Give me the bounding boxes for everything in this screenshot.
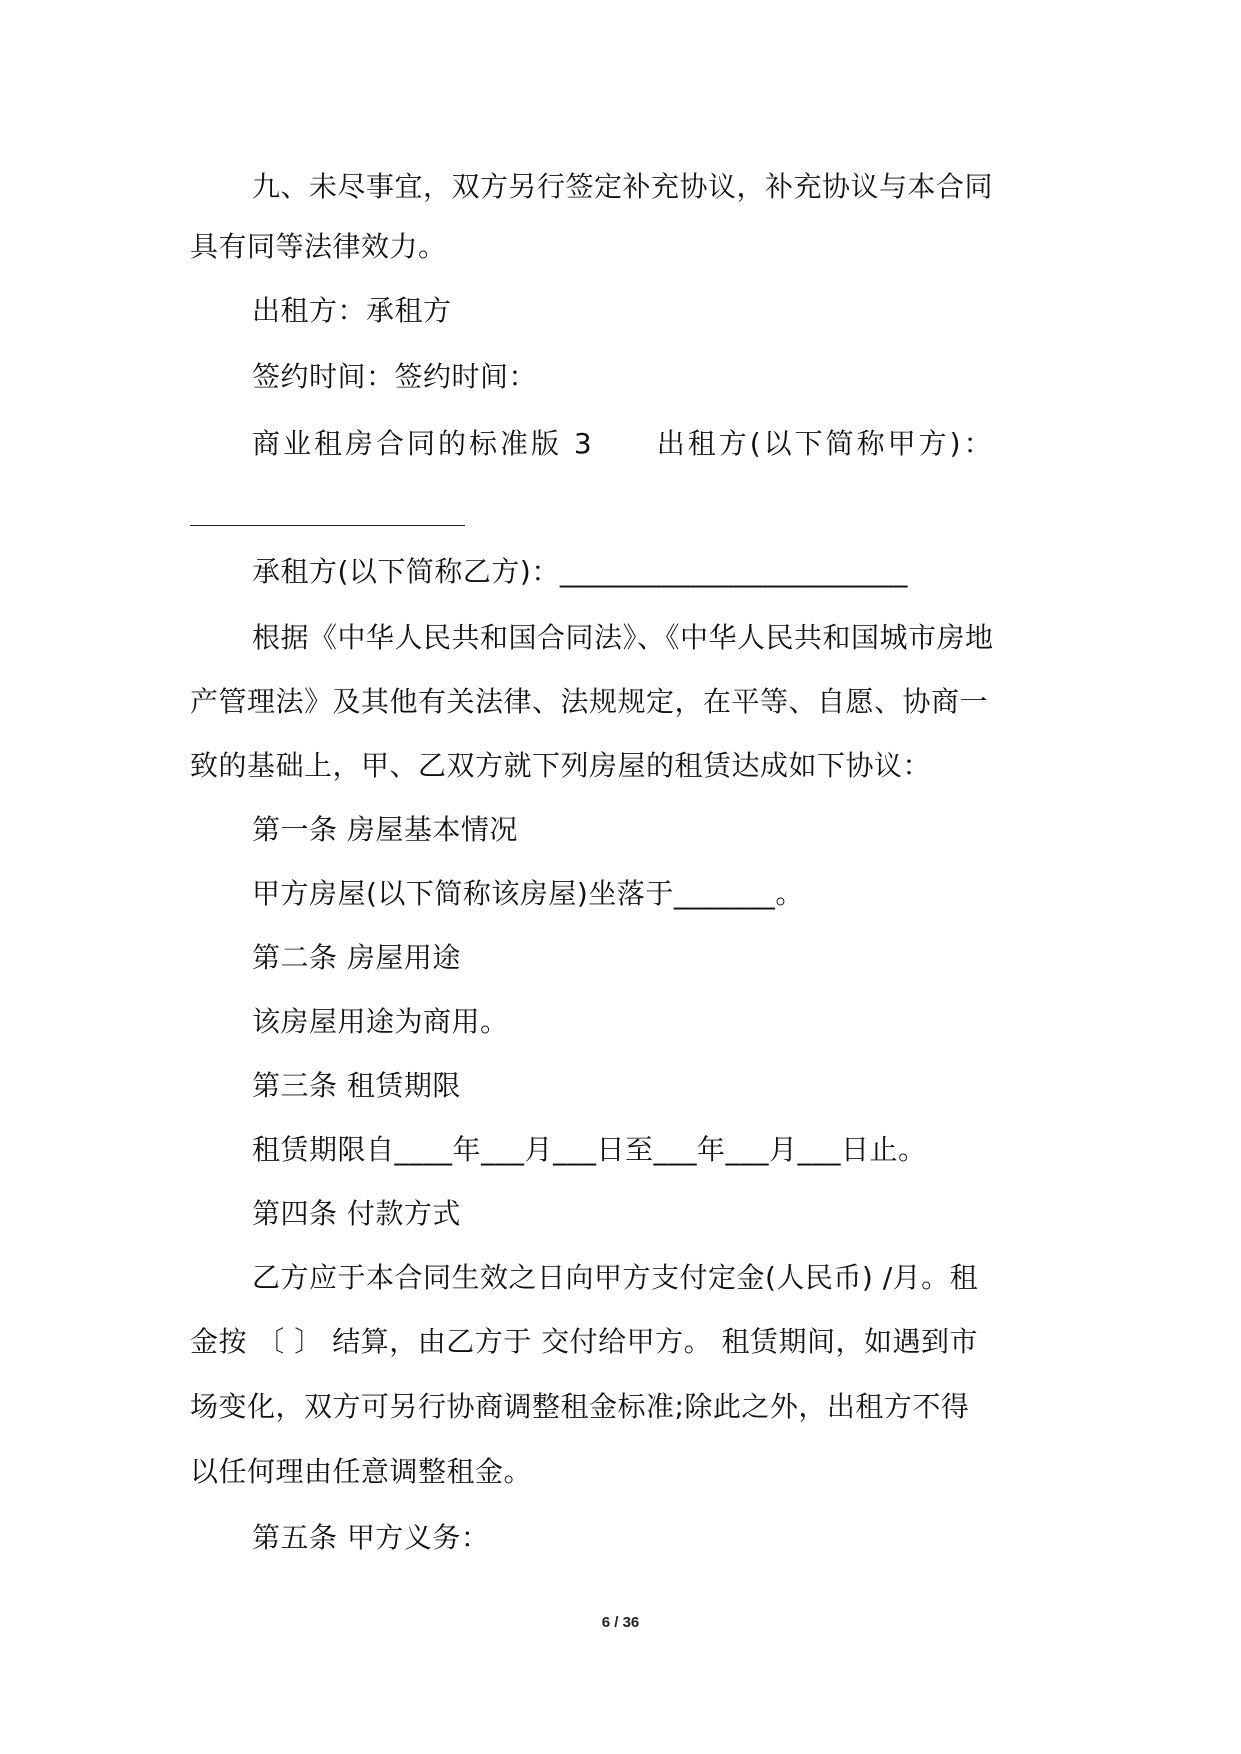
text-line: 出租方：承租方 xyxy=(252,294,452,327)
text-line: 以任何理由任意调整租金。 xyxy=(190,1455,533,1488)
section-heading: 第四条 付款方式 xyxy=(252,1197,461,1230)
fill-in-blank-line xyxy=(190,525,465,526)
text-line: 签约时间：签约时间： xyxy=(252,360,538,393)
section-heading: 第一条 房屋基本情况 xyxy=(252,813,518,846)
text-line: 场变化，双方可另行协商调整租金标准;除此之外，出租方不得 xyxy=(190,1390,970,1423)
text-line: 根据《中华人民共和国合同法》、《中华人民共和国城市房地 xyxy=(252,621,994,654)
text-line: 甲方房屋(以下简称该房屋)坐落于_______。 xyxy=(252,877,804,910)
text-line: 产管理法》及其他有关法律、法规规定，在平等、自愿、协商一 xyxy=(190,685,989,718)
section-heading: 第三条 租赁期限 xyxy=(252,1069,461,1102)
text-line: 乙方应于本合同生效之日向甲方支付定金(人民币) /月。租 xyxy=(252,1261,979,1294)
text-line: 九、未尽事宜，双方另行签定补充协议，补充协议与本合同 xyxy=(252,170,994,203)
page-number: 6 / 36 xyxy=(601,1614,640,1631)
text-line: 商业租房合同的标准版 3 出租方(以下简称甲方)： xyxy=(252,427,995,460)
section-heading: 第五条 甲方义务： xyxy=(252,1521,490,1554)
section-heading: 第二条 房屋用途 xyxy=(252,941,461,974)
text-line: 承租方(以下简称乙方)：________________________ xyxy=(252,555,908,588)
text-line: 致的基础上，甲、乙双方就下列房屋的租赁达成如下协议： xyxy=(190,749,932,782)
text-line: 具有同等法律效力。 xyxy=(190,230,447,263)
text-line: 金按 〔 〕 结算，由乙方于 交付给甲方。 租赁期间，如遇到市 xyxy=(190,1325,979,1358)
text-line: 该房屋用途为商用。 xyxy=(252,1005,509,1038)
text-line: 租赁期限自____年___月___日至___年___月___日止。 xyxy=(252,1133,927,1166)
